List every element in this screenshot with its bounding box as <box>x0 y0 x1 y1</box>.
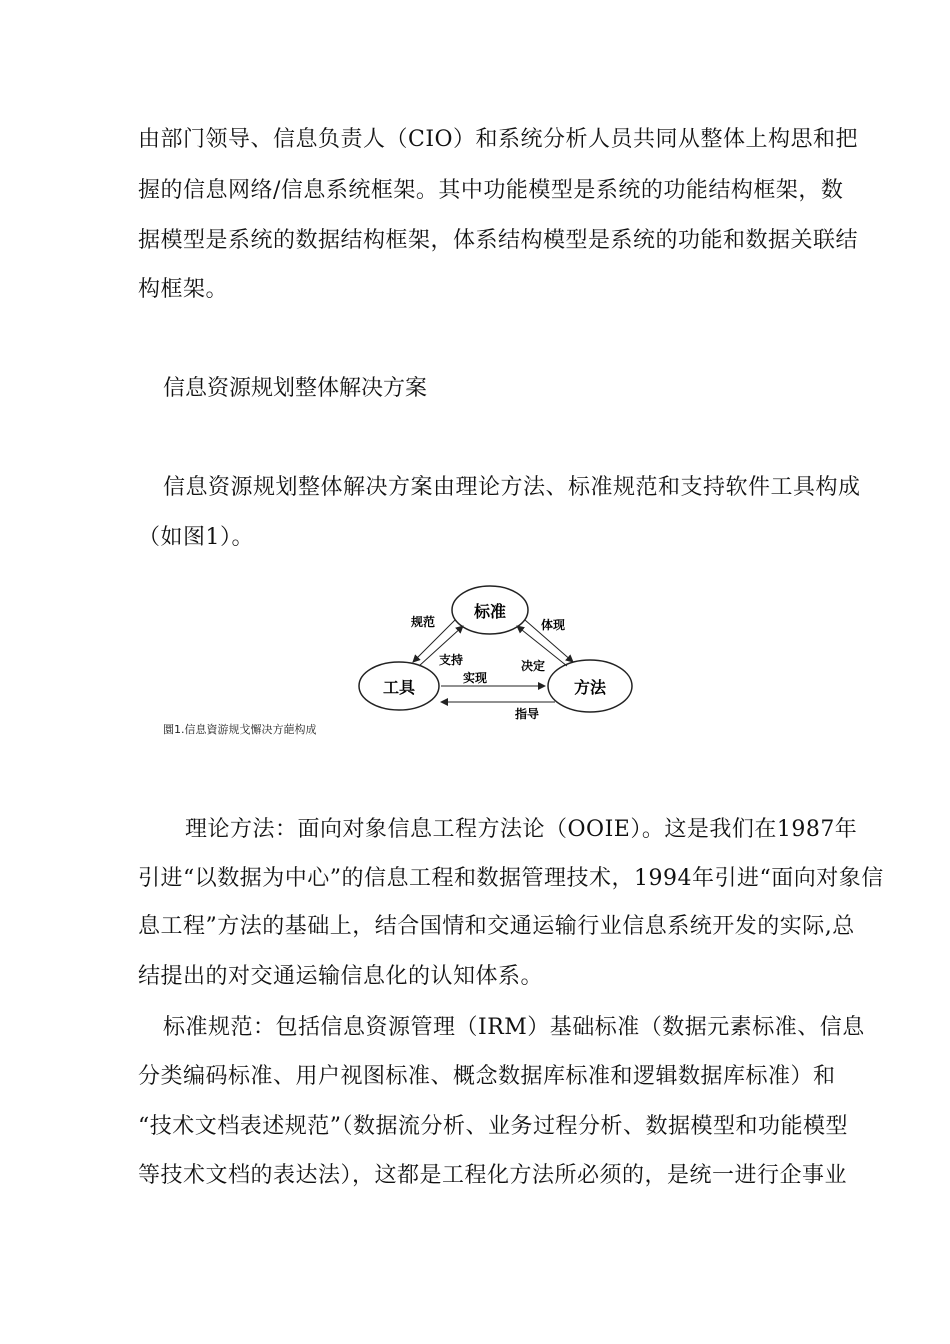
node-method <box>548 660 632 712</box>
edge-label-zhidao: 指导 <box>515 707 540 721</box>
node-tool-label: 工具 <box>382 678 416 697</box>
paragraph-3-line-3: 息工程”方法的基础上，结合国情和交通运输行业信息系统开发的实际,总 <box>138 914 855 939</box>
paragraph-4-line-4: 等技术文档的表达法），这都是工程化方法所必须的，是统一进行企事业 <box>138 1163 848 1188</box>
paragraph-3-line-4: 结提出的对交通运输信息化的认知体系。 <box>138 964 544 989</box>
edge-label-shixian: 实现 <box>463 671 488 685</box>
paragraph-1-line-2: 握的信息网络/信息系统框架。其中功能模型是系统的功能结构框架，数 <box>138 178 844 203</box>
node-tool <box>359 662 439 710</box>
node-method-label: 方法 <box>573 678 607 697</box>
paragraph-2-line-2: （如图1）。 <box>138 525 254 550</box>
paragraph-3-line-1: 理论方法：面向对象信息工程方法论（OOIE）。这是我们在1987年 <box>185 817 858 842</box>
figure-1-diagram <box>355 582 645 724</box>
figure-1-caption: 圜1.信息資游规戈懈决方葩构成 <box>163 723 317 736</box>
paragraph-2-line-1: 信息资源规划整体解决方案由理论方法、标准规范和支持软件工具构成 <box>163 475 861 500</box>
paragraph-4-line-2: 分类编码标准、用户视图标准、概念数据库标准和逻辑数据库标准）和 <box>138 1064 836 1089</box>
section-heading: 信息资源规划整体解决方案 <box>163 376 428 401</box>
paragraph-4-line-3: “技术文档表述规范”（数据流分析、业务过程分析、数据模型和功能模型 <box>138 1114 848 1139</box>
edge-label-tixian: 体现 <box>541 618 566 632</box>
node-standard-label: 标准 <box>473 602 507 621</box>
edge-label-jueding: 决定 <box>521 659 546 673</box>
paragraph-3-line-2: 引进“以数据为中心”的信息工程和数据管理技术，1994年引进“面向对象信 <box>138 866 884 891</box>
paragraph-4-line-1: 标准规范：包括信息资源管理（IRM）基础标准（数据元素标准、信息 <box>163 1015 865 1040</box>
paragraph-1-line-1: 由部门领导、信息负责人（CIO）和系统分析人员共同从整体上构思和把 <box>138 127 859 152</box>
paragraph-1-line-3: 据模型是系统的数据结构框架，体系结构模型是系统的功能和数据关联结 <box>138 228 859 253</box>
paragraph-1-line-4: 构框架。 <box>138 277 229 302</box>
edge-label-zhichi: 支持 <box>439 653 464 667</box>
edge-label-guifan: 规范 <box>411 615 436 629</box>
node-standard <box>452 586 528 634</box>
